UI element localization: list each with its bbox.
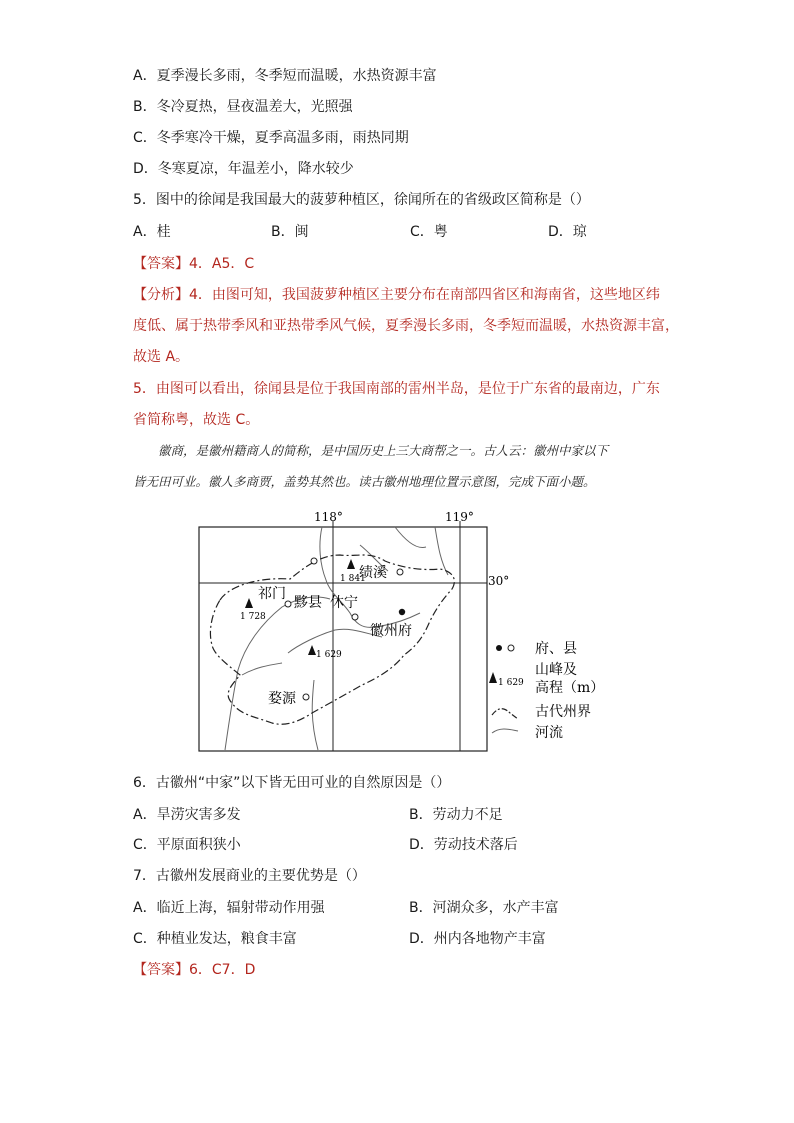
- yixian-county-marker: [311, 558, 317, 564]
- legend-border-sample: [492, 709, 518, 719]
- analysis-line-5: 省简称粤，故选 C。: [133, 412, 260, 428]
- q6-stem: 6．古徽州“中家”以下皆无田可业的自然原因是（）: [133, 775, 451, 791]
- peak-1629: [308, 645, 342, 660]
- q5-stem: 5．图中的徐闻是我国最大的菠萝种植区，徐闻所在的省级政区简称是（）: [133, 192, 590, 208]
- q5-option-b: B．闽: [271, 224, 309, 240]
- legend-river-sample: [492, 729, 518, 733]
- legend-peak-icon: [489, 672, 497, 683]
- q7-option-a: A．临近上海，辐射带动作用强: [133, 900, 325, 916]
- peak-1629-label: 1 629: [316, 650, 342, 660]
- legend-fu-xian: 府、县: [535, 641, 577, 657]
- analysis-line-1: [133, 285, 660, 305]
- q6-option-d: D．劳动技术落后: [409, 837, 518, 853]
- lon-119-label: 119°: [445, 510, 474, 524]
- legend-fu-marker: [496, 645, 502, 651]
- yixian-label: 黟县: [294, 595, 322, 611]
- passage-line-1: 徽商，是徽州籍商人的简称，是中国历史上三大商帮之一。古人云：徽州中家以下: [158, 443, 609, 458]
- q5-option-a: A．桂: [133, 224, 171, 240]
- passage-line-2: 皆无田可业。徽人多商贾，盖势其然也。读古徽州地理位置示意图，完成下面小题。: [133, 474, 596, 489]
- qimen-label: 祁门: [258, 586, 286, 602]
- wuyuan-county-marker: [303, 694, 309, 700]
- map-frame: [199, 527, 487, 751]
- q7-option-d: D．州内各地物产丰富: [409, 931, 546, 947]
- answer-text: 4．A5．C: [189, 256, 255, 272]
- lon-118-label: 118°: [314, 510, 343, 524]
- legend-peak-line2: 高程（m）: [535, 680, 605, 696]
- xiuning-county-marker: [352, 614, 358, 620]
- q6-option-b: B．劳动力不足: [409, 807, 503, 823]
- q5-option-c: C．粤: [410, 224, 448, 240]
- q7-option-c: C．种植业发达，粮食丰富: [133, 931, 297, 947]
- analysis-tag: 【分析】: [133, 287, 189, 303]
- ancient-border: [210, 555, 454, 724]
- legend-border: 古代州界: [535, 704, 591, 720]
- peak-1728-label: 1 728: [240, 612, 266, 622]
- xiuning-label: 休宁: [330, 595, 358, 611]
- analysis-line-4: 5．由图可以看出，徐闻县是位于我国南部的雷州半岛，是位于广东省的最南边，广东: [133, 381, 660, 397]
- q6-option-c: C．平原面积狭小: [133, 837, 241, 853]
- rivers: [225, 527, 448, 750]
- jixi-county-marker: [397, 569, 403, 575]
- jixi-label: 绩溪: [359, 565, 387, 581]
- legend-xian-marker: [508, 645, 514, 651]
- q7-option-b: B．河湖众多，水产丰富: [409, 900, 559, 916]
- q6-option-a: A．旱涝灾害多发: [133, 807, 241, 823]
- q4-option-b: B．冬冷夏热，昼夜温差大，光照强: [133, 99, 353, 115]
- legend-peak-line1: 山峰及: [535, 662, 577, 678]
- answer-tag: 【答案】: [133, 256, 189, 272]
- answer-block-2: [133, 960, 255, 980]
- huizhou-map: [190, 505, 610, 755]
- answer-text-2: 6．C7．D: [189, 962, 256, 978]
- q4-option-d: D．冬寒夏凉，年温差小，降水较少: [133, 161, 354, 177]
- lat-30-label: 30°: [488, 574, 510, 588]
- map-legend: [489, 641, 604, 741]
- peak-1841-label: 1 841: [340, 574, 366, 584]
- analysis-line-3: 故选 A。: [133, 349, 190, 365]
- legend-peak-sample: 1 629: [498, 678, 524, 688]
- legend-river: 河流: [535, 725, 563, 741]
- q5-option-d: D．琼: [548, 224, 587, 240]
- wuyuan-label: 婺源: [268, 691, 296, 707]
- q7-stem: 7．古徽州发展商业的主要优势是（）: [133, 868, 366, 884]
- q4-option-c: C．冬季寒冷干燥，夏季高温多雨，雨热同期: [133, 130, 409, 146]
- analysis-text: 4．由图可知，我国菠萝种植区主要分布在南部四省区和海南省，这些地区纬: [189, 287, 660, 303]
- analysis-line-2: 度低、属于热带季风和亚热带季风气候，夏季漫长多雨，冬季短而温暖，水热资源丰富，: [133, 318, 679, 334]
- answer-block-1: [133, 254, 254, 274]
- answer-tag-2: 【答案】: [133, 962, 189, 978]
- huizhoufu-label: 徽州府: [370, 623, 412, 639]
- q4-option-a: A．夏季漫长多雨，冬季短而温暖，水热资源丰富: [133, 68, 437, 84]
- huizhoufu-marker: [399, 609, 405, 615]
